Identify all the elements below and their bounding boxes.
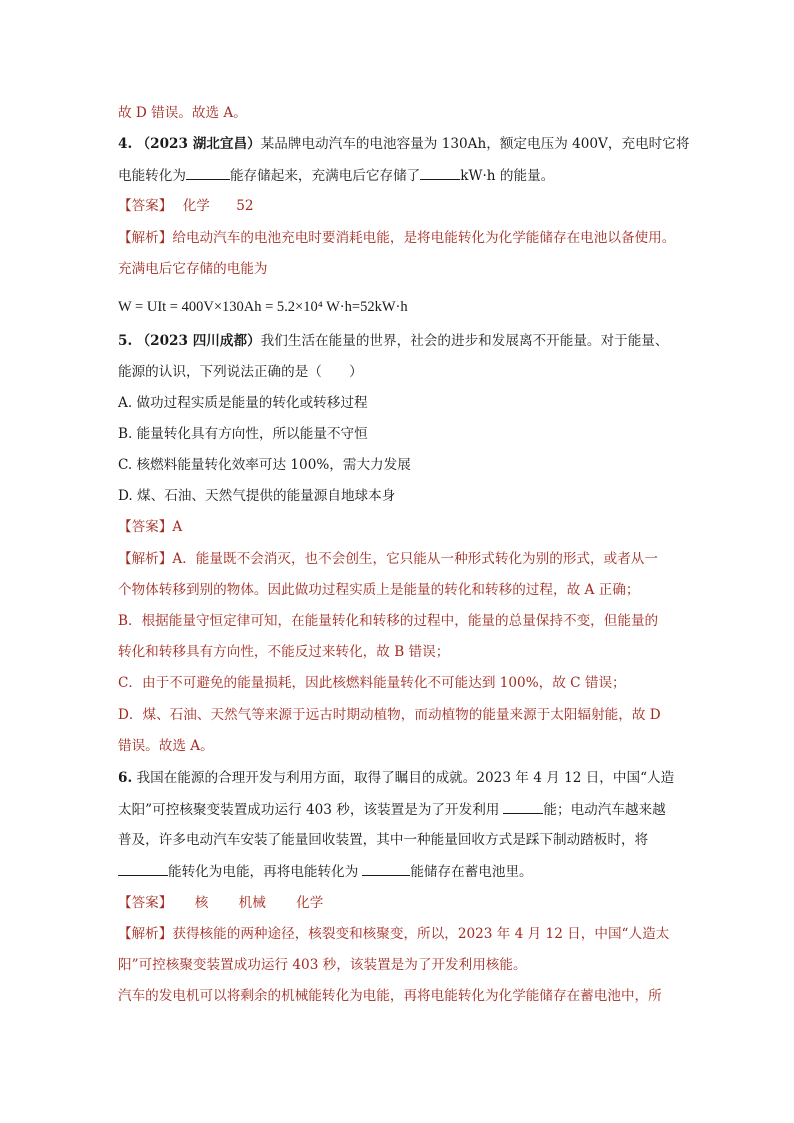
question-6-explanation-2: 阳”可控核聚变装置成功运行 403 秒，该装置是为了开发利用核能。 xyxy=(118,957,527,973)
option-d: D. 煤、石油、天然气提供的能量源自地球本身 xyxy=(118,488,396,504)
question-text: 某品牌电动汽车的电池容量为 130Ah，额定电压为 400V，充电时它将 xyxy=(260,136,690,152)
answer-value: 52 xyxy=(236,198,254,214)
explanation-text: 给电动汽车的电池充电时要消耗电能，是将电能转化为化学能储存在电池以备使用。 xyxy=(172,230,676,246)
question-6-line-4 xyxy=(118,861,533,882)
answer-label: 【答案】 xyxy=(118,519,173,535)
question-4-explanation-1 xyxy=(118,228,675,248)
question-text: 我国在能源的合理开发与利用方面，取得了瞩目的成就。2023 年 4 月 12 日，中国“人造 xyxy=(136,770,675,786)
question-4-line-1 xyxy=(118,134,689,154)
answer-label: 【答案】 xyxy=(118,198,173,214)
answer-label: 【答案】 xyxy=(118,895,173,911)
question-6-answer xyxy=(118,893,323,913)
prev-explanation-end: 故 D 错误。故选 A。 xyxy=(118,105,247,121)
question-5-explanation-1 xyxy=(118,549,658,569)
question-source: （2023 湖北宜昌） xyxy=(136,136,261,152)
question-text: kW·h 的能量。 xyxy=(460,168,555,184)
explanation-text: 获得核能的两种途径，核裂变和核聚变，所以，2023 年 4 月 12 日，中国“人造太 xyxy=(172,926,670,942)
question-6-line-2 xyxy=(118,799,666,820)
question-4-explanation-2: 充满电后它存储的电能为 xyxy=(118,261,268,277)
energy-formula: W = UIt = 400V×130Ah = 5.2×10⁴ W·h=52kW·h xyxy=(118,299,408,315)
question-6-line-1 xyxy=(118,768,674,788)
question-5-line-2: 能源的认识，下列说法正确的是（ ） xyxy=(118,364,363,380)
explanation-label: 【解析】 xyxy=(118,551,173,567)
question-text: 电能转化为 xyxy=(118,168,186,184)
question-6-explanation-1 xyxy=(118,924,669,944)
question-number: 5. xyxy=(118,333,133,349)
answer-blank xyxy=(503,799,543,814)
question-5-explanation-3: B．根据能量守恒定律可知，在能量转化和转移的过程中，能量的总量保持不变，但能量的 xyxy=(118,613,659,629)
option-c: C. 核燃料能量转化效率可达 100%，需大力发展 xyxy=(118,457,411,473)
question-4-answer xyxy=(118,196,254,216)
question-5-answer xyxy=(118,517,182,537)
question-text: 我们生活在能量的世界，社会的进步和发展离不开能量。对于能量、 xyxy=(260,333,669,349)
explanation-label: 【解析】 xyxy=(118,926,173,942)
question-text: 能存储起来，充满电后它存储了 xyxy=(229,168,421,184)
option-b: B. 能量转化具有方向性，所以能量不守恒 xyxy=(118,426,368,442)
answer-value: 核 xyxy=(194,895,209,911)
answer-blank xyxy=(362,861,410,876)
question-number: 6. xyxy=(118,770,133,786)
answer-value: 化学 xyxy=(182,198,210,214)
question-text: 太阳”可控核聚变装置成功运行 403 秒，该装置是为了开发利用 xyxy=(118,802,500,818)
option-a: A. 做功过程实质是能量的转化或转移过程 xyxy=(118,395,368,411)
answer-blank xyxy=(118,861,168,876)
question-text: 能；电动汽车越来越 xyxy=(543,802,666,818)
question-5-line-1 xyxy=(118,331,668,351)
question-6-line-3: 普及，许多电动汽车安装了能量回收装置，其中一种能量回收方式是踩下制动踏板时，将 xyxy=(118,832,649,848)
question-text: 能储存在蓄电池里。 xyxy=(410,864,533,880)
explanation-text: A．能量既不会消灭，也不会创生，它只能从一种形式转化为别的形式，或者从一 xyxy=(172,551,658,567)
answer-value: 机械 xyxy=(238,895,266,911)
explanation-label: 【解析】 xyxy=(118,230,173,246)
answer-value: A xyxy=(172,519,183,535)
question-text: 能转化为电能，再将电能转化为 xyxy=(168,864,359,880)
question-5-explanation-4: 转化和转移具有方向性，不能反过来转化，故 B 错误； xyxy=(118,644,450,660)
question-4-line-2 xyxy=(118,165,554,186)
question-6-explanation-3: 汽车的发电机可以将剩余的机械能转化为电能，再将电能转化为化学能储存在蓄电池中，所 xyxy=(118,988,662,1004)
answer-value: 化学 xyxy=(296,895,324,911)
question-5-explanation-5: C．由于不可避免的能量损耗，因此核燃料能量转化不可能达到 100%，故 C 错误； xyxy=(118,675,626,691)
question-5-explanation-2: 个物体转移到别的物体。因此做功过程实质上是能量的转化和转移的过程，故 A 正确； xyxy=(118,582,640,598)
answer-blank xyxy=(186,165,230,180)
answer-blank xyxy=(420,165,460,180)
question-5-explanation-7: 错误。故选 A。 xyxy=(118,738,214,754)
question-5-explanation-6: D．煤、石油、天然气等来源于远古时期动植物，而动植物的能量来源于太阳辐射能，故 D xyxy=(118,707,661,723)
question-source: （2023 四川成都） xyxy=(136,333,261,349)
question-number: 4. xyxy=(118,136,133,152)
